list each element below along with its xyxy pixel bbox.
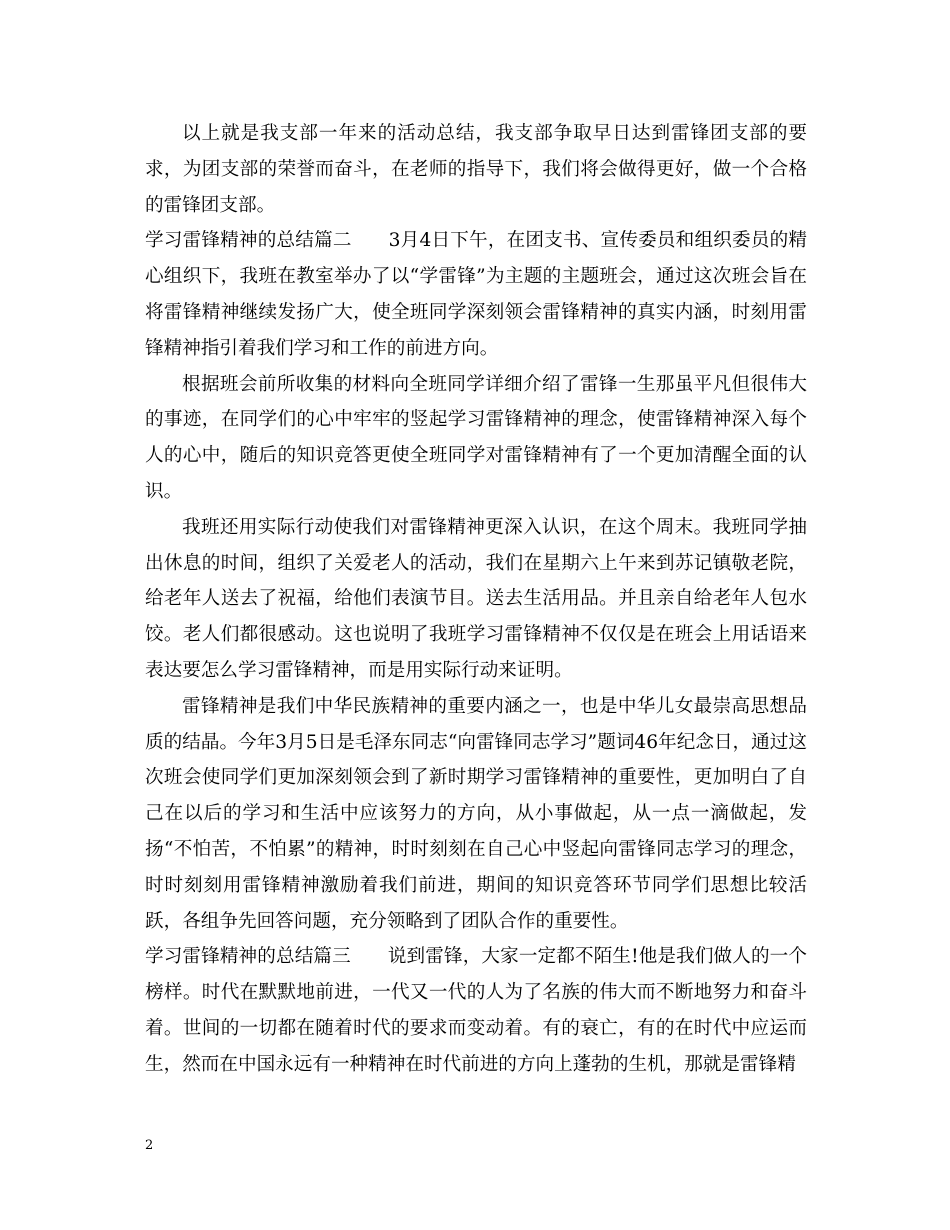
section-heading-3: 学习雷锋精神的总结篇三 — [145, 946, 351, 968]
paragraph-1 — [145, 116, 807, 223]
paragraph-2 — [145, 223, 807, 366]
paragraph-3 — [145, 367, 807, 510]
body-text — [145, 116, 807, 1083]
paragraph-5-text: 雷锋精神是我们中华民族精神的重要内涵之一，也是中华儿女最崇高思想品质的结晶。今年3月5日是毛泽东同志“向雷锋同志学习”题词46年纪念日，通过这次班会使同学们更加深刻领会到了新时期学习雷锋精神的重要性，更加明白了自己在以后的学习和生活中应该努力的方向，从小事做起，从一点一滴做起，发扬“不怕苦，不怕累”的精神，时时刻刻在自己心中竖起向雷锋同志学习的理念，时时刻刻用雷锋精神激励着我们前进，期间的知识竞答环节同学们思想比较活跃，各组争先回答问题，充分领略到了团队合作的重要性。 — [145, 695, 807, 932]
paragraph-3-text: 根据班会前所收集的材料向全班同学详细介绍了雷锋一生那虽平凡但很伟大的事迹，在同学们的心中牢牢的竖起学习雷锋精神的理念，使雷锋精神深入每个人的心中，随后的知识竞答更使全班同学对雷锋精神有了一个更加清醒全面的认识。 — [145, 373, 807, 502]
paragraph-4-text: 我班还用实际行动使我们对雷锋精神更深入认识，在这个周末。我班同学抽出休息的时间，组织了关爱老人的活动，我们在星期六上午来到苏记镇敬老院，给老年人送去了祝福，给他们表演节目。送去生活用品。并且亲自给老年人包水饺。老人们都很感动。这也说明了我班学习雷锋精神不仅仅是在班会上用话语来表达要怎么学习雷锋精神，而是用实际行动来证明。 — [145, 516, 807, 681]
section-heading-2: 学习雷锋精神的总结篇二 — [145, 230, 352, 252]
paragraph-2-text: 3月4日下午，在团支书、宣传委员和组织委员的精心组织下，我班在教室举办了以“学雷锋”为主题的主题班会，通过这次班会旨在将雷锋精神继续发扬广大，使全班同学深刻领会雷锋精神的真实内涵，时刻用雷锋精神指引着我们学习和工作的前进方向。 — [145, 230, 807, 359]
page-number: 2 — [145, 1138, 154, 1153]
paragraph-5 — [145, 689, 807, 940]
paragraph-6 — [145, 939, 807, 1082]
paragraph-6-text: 说到雷锋，大家一定都不陌生!他是我们做人的一个榜样。时代在默默地前进，一代又一代的人为了名族的伟大而不断地努力和奋斗着。世间的一切都在随着时代的要求而变动着。有的衰亡，有的在时代中应运而生，然而在中国永远有一种精神在时代前进的方向上蓬勃的生机，那就是雷锋精 — [145, 946, 807, 1075]
paragraph-1-text: 以上就是我支部一年来的活动总结，我支部争取早日达到雷锋团支部的要求，为团支部的荣誉而奋斗，在老师的指导下，我们将会做得更好，做一个合格的雷锋团支部。 — [145, 123, 807, 216]
paragraph-4 — [145, 510, 807, 689]
